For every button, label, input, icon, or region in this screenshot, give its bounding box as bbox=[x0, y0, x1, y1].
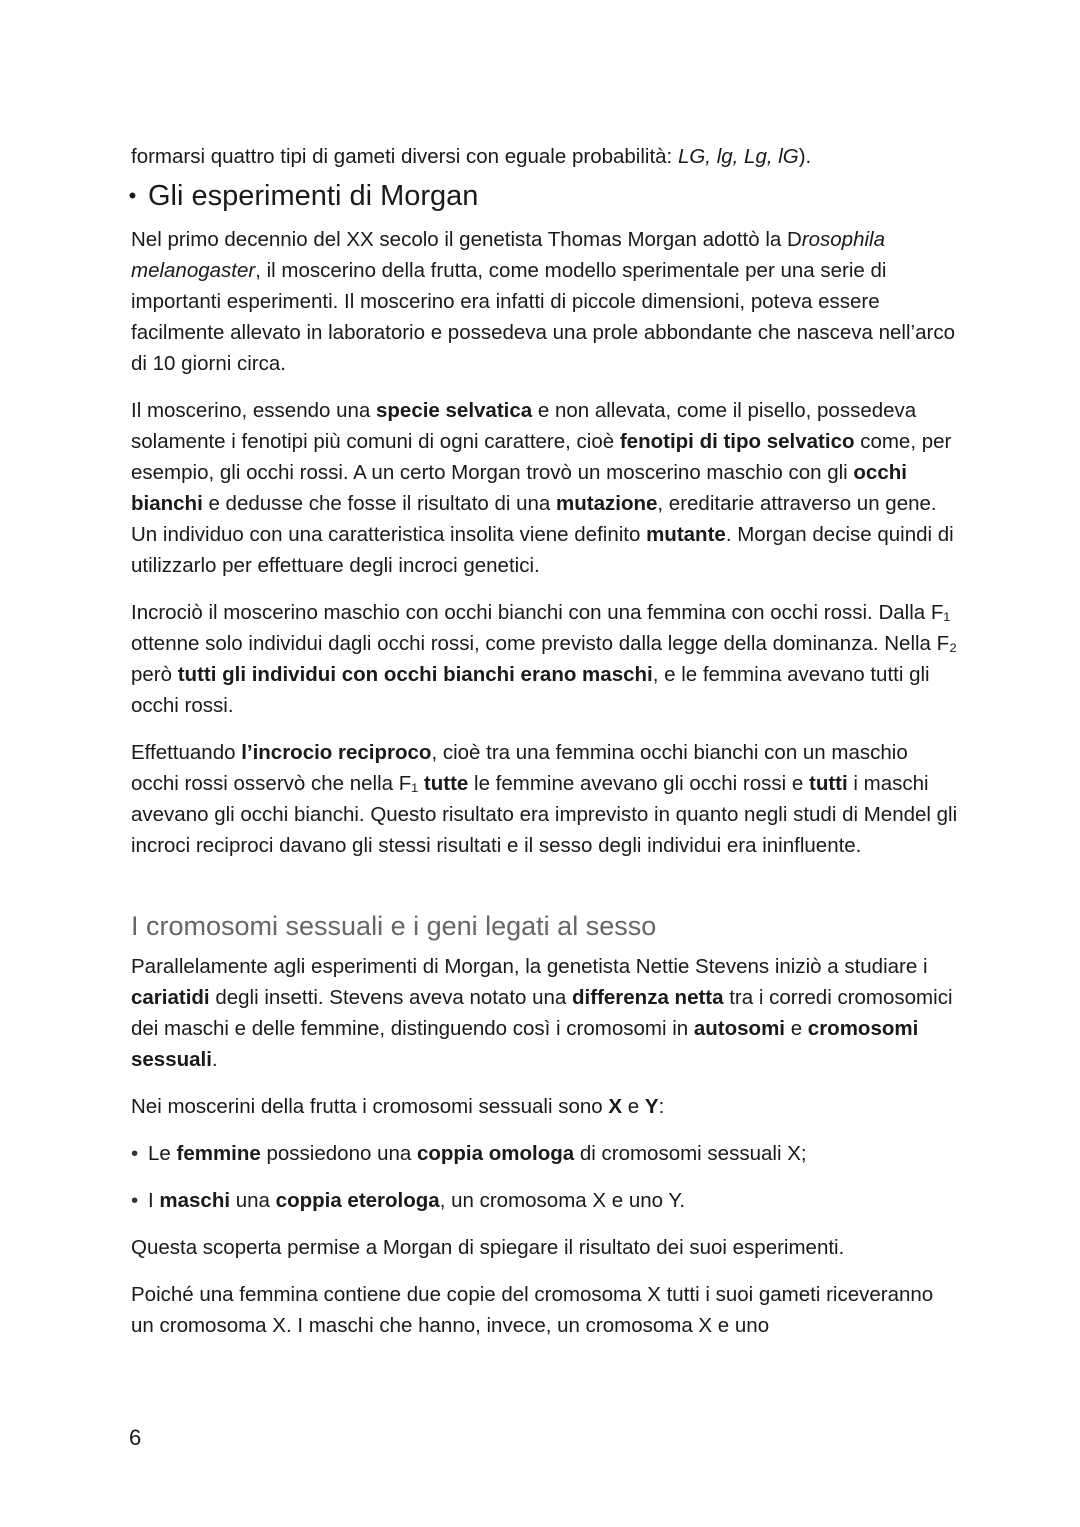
bold-text: cromosomi sessuali bbox=[131, 1017, 919, 1071]
bold-text: coppia omologa bbox=[416, 1142, 575, 1165]
text-run: , e le femmina avevano tutti gli occhi rossi. bbox=[131, 663, 930, 717]
bold-text: tutti bbox=[809, 772, 848, 795]
bold-text: Y bbox=[644, 1095, 659, 1118]
text-run: Incrociò il moscerino maschio con occhi bianchi con una femmina con occhi rossi. Dalla F₁ ottenne solo individui dagli occhi rossi, come previsto dalla legge della dominanza. Nella F₂ però bbox=[131, 601, 958, 686]
text-run: Effettuando bbox=[131, 741, 242, 764]
bold-text: autosomi bbox=[693, 1017, 785, 1040]
paragraph-cross bbox=[131, 597, 961, 721]
text-run: formarsi quattro tipi di gameti diversi con eguale probabilità: bbox=[131, 145, 678, 168]
page-content bbox=[128, 141, 961, 1357]
text-run: Nei moscerini della frutta i cromosomi sessuali sono bbox=[131, 1095, 609, 1118]
text-run: degli insetti. Stevens aveva notato una bbox=[209, 986, 573, 1009]
text-run: : bbox=[658, 1095, 665, 1118]
text-run: . Morgan decise quindi di utilizzarlo per effettuare degli incroci genetici. bbox=[131, 523, 954, 577]
text-run: Le bbox=[148, 1142, 177, 1165]
text-run: , cioè tra una femmina occhi bianchi con un maschio occhi rossi osservò che nella F₁ bbox=[131, 741, 908, 795]
text-run: Il moscerino, essendo una bbox=[131, 399, 376, 422]
bold-text: occhi bianchi bbox=[131, 461, 907, 515]
italic-text: LG, lg, Lg, lG bbox=[677, 145, 799, 168]
text-run: possiedono una bbox=[260, 1142, 417, 1165]
bold-text: mutante bbox=[646, 523, 726, 546]
text-run: di cromosomi sessuali X; bbox=[574, 1142, 807, 1165]
bold-text: tutte bbox=[423, 772, 469, 795]
paragraph-intro-morgan bbox=[131, 224, 961, 379]
list-item-text bbox=[148, 1185, 685, 1216]
text-run: Nel primo decennio del XX secolo il genetista Thomas Morgan adottò la D bbox=[131, 228, 802, 251]
bold-text: tutti gli individui con occhi bianchi erano maschi bbox=[177, 663, 653, 686]
text-run: ). bbox=[798, 145, 812, 168]
text-run: i maschi avevano gli occhi bianchi. Questo risultato era imprevisto in quanto negli studi di Mendel gli incroci reciproci davano gli stessi risultati e il sesso degli individui era ininfluente. bbox=[131, 772, 958, 857]
section-heading-sex-chromosomes: I cromosomi sessuali e i geni legati al sesso bbox=[131, 911, 657, 941]
bold-text: coppia eterologa bbox=[275, 1189, 440, 1212]
bullet-icon: • bbox=[128, 183, 137, 208]
text-run: tra i corredi cromosomici dei maschi e delle femmine, distinguendo così i cromosomi in bbox=[131, 986, 953, 1040]
bold-text: specie selvatica bbox=[376, 399, 533, 422]
text-run: . bbox=[211, 1048, 218, 1071]
italic-text: rosophila melanogaster bbox=[131, 228, 885, 282]
text-run: , un cromosoma X e uno Y. bbox=[439, 1189, 686, 1212]
text-run: e dedusse che fosse il risultato di una bbox=[202, 492, 557, 515]
continued-paragraph bbox=[131, 141, 961, 172]
paragraph-stevens bbox=[131, 951, 961, 1075]
paragraph-reciprocal-cross bbox=[131, 737, 961, 861]
bullet-icon: • bbox=[131, 1142, 139, 1165]
text-run: , il moscerino della frutta, come modello sperimentale per una serie di importanti esperimenti. Il moscerino era infatti di piccole dimensioni, poteva essere facilmente allevato in laboratorio e possedeva una prole abbondante che nasceva nell’arco di 10 giorni circa. bbox=[131, 259, 955, 375]
bold-text: differenza netta bbox=[572, 986, 724, 1009]
text-run: come, per esempio, gli occhi rossi. A un certo Morgan trovò un moscerino maschio con gli bbox=[131, 430, 952, 484]
bold-text: cariatidi bbox=[131, 986, 210, 1009]
section-title: Gli esperimenti di Morgan bbox=[148, 180, 479, 212]
text-run: I bbox=[148, 1189, 160, 1212]
text-run: , ereditarie attraverso un gene. Un individuo con una caratteristica insolita viene definito bbox=[131, 492, 937, 546]
list-item-text bbox=[148, 1138, 807, 1169]
bullet-icon: • bbox=[131, 1189, 139, 1212]
bold-text: maschi bbox=[159, 1189, 231, 1212]
list-item-females bbox=[131, 1138, 961, 1169]
paragraph-discovery: Questa scoperta permise a Morgan di spiegare il risultato dei suoi esperimenti. bbox=[131, 1236, 845, 1259]
bold-text: femmine bbox=[176, 1142, 261, 1165]
bold-text: fenotipi di tipo selvatico bbox=[619, 430, 855, 453]
text-run: una bbox=[230, 1189, 276, 1212]
paragraph-xy bbox=[131, 1091, 961, 1122]
section-heading-morgan bbox=[128, 176, 961, 216]
page-number: 6 bbox=[129, 1425, 142, 1450]
text-run: Parallelamente agli esperimenti di Morgan, la genetista Nettie Stevens iniziò a studiare i bbox=[131, 955, 928, 978]
list-item-males bbox=[131, 1185, 961, 1216]
paragraph-wild-type bbox=[131, 395, 961, 581]
bold-text: X bbox=[608, 1095, 623, 1118]
text-run: le femmine avevano gli occhi rossi e bbox=[468, 772, 809, 795]
bold-text: mutazione bbox=[556, 492, 658, 515]
text-run: e bbox=[785, 1017, 808, 1040]
paragraph-gametes: Poiché una femmina contiene due copie del cromosoma X tutti i suoi gameti riceveranno un cromosoma X. I maschi che hanno, invece, un cromosoma X e uno bbox=[131, 1283, 934, 1337]
bold-text: l’incrocio reciproco bbox=[241, 741, 432, 764]
text-run: e bbox=[622, 1095, 645, 1118]
text-run: e non allevata, come il pisello, possedeva solamente i fenotipi più comuni di ogni carattere, cioè bbox=[131, 399, 917, 453]
